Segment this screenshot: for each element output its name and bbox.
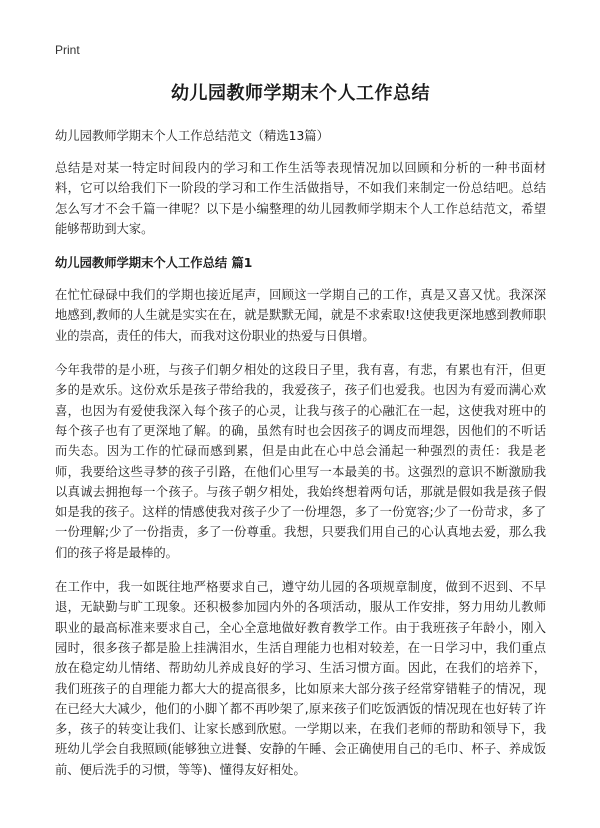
print-link[interactable]: Print xyxy=(55,43,80,57)
document-subtitle: 幼儿园教师学期末个人工作总结范文（精选13篇） xyxy=(55,129,329,143)
section-heading: 幼儿园教师学期末个人工作总结 篇1 xyxy=(55,256,253,271)
body-paragraph: 在工作中，我一如既往地严格要求自己，遵守幼儿园的各项规章制度，做到不迟到、不早退，无缺勤与旷工现象。还积极参加园内外的各项活动，服从工作安排，努力用幼儿教师职业的最高标准来要求自己，全心全意地做好教育教学工作。由于我班孩子年龄小，刚入园时，很多孩子都是脸上挂满泪水，生活自理能力也相对较差，在一日学习中，我们重点放在稳定幼儿情绪、帮助幼儿养成良好的学习、生活习惯方面。因此，在我们的培养下，我们班孩子的自理能力都大大的提高很多，比如原来大部分孩子经常穿错鞋子的情况，现在已经大大减少，他们的小脚丫都不再吵架了,原来孩子们吃饭洒饭的情况现在也好转了许多，孩子的转变让我们、让家长感到欣慰。一学期以来，在我们老师的帮助和领导下，我班幼儿学会自我照顾(能够独立进餐、安静的午睡、会正确使用自己的毛巾、杯子、养成饭前、便后洗手的习惯，等等)、懂得友好相处。 xyxy=(55,580,546,777)
page-title: 幼儿园教师学期末个人工作总结 xyxy=(171,83,430,104)
body-paragraph: 在忙忙碌碌中我们的学期也接近尾声，回顾这一学期自己的工作，真是又喜又忧。我深深地感到,教师的人生就是实实在在，就是默默无闻，就是不求索取!这使我更深地感到教师职业的崇高，责任的伟大，而我对这份职业的热爱与日俱增。 xyxy=(55,288,546,343)
body-paragraph: 今年我带的是小班，与孩子们朝夕相处的这段日子里，我有喜，有悲，有累也有汗，但更多的是欢乐。这份欢乐是孩子带给我的，我爱孩子，孩子们也爱我。也因为有爱而满心欢喜，也因为有爱使我深入每个孩子的心灵，让我与孩子的心融汇在一起，这使我对班中的每个孩子也有了更深地了解。的确，虽然有时也会因孩子的调皮而埋怨，因他们的不听话而失态。因为工作的忙碌而感到累，但是由此在心中总会涌起一种强烈的责任：我是老师，我要给这些寻梦的孩子引路，在他们心里写一本最美的书。这强烈的意识不断激励我以真诚去拥抱每一个孩子。与孩子朝夕相处，我始终想着两句话，那就是假如我是孩子假如是我的孩子。这样的情感使我对孩子少了一份埋怨，多了一份宽容;少了一份苛求，多了一份理解;少了一份指责，多了一份尊重。我想，只要我们用自己的心认真地去爱，那么我们的孩子将是最棒的。 xyxy=(55,363,546,560)
intro-paragraph: 总结是对某一特定时间段内的学习和工作生活等表现情况加以回顾和分析的一种书面材料，它可以给我们下一阶段的学习和工作生活做指导，不如我们来制定一份总结吧。总结怎么写才不会千篇一律呢？以下是小编整理的幼儿园教师学期末个人工作总结范文，希望能够帮助到大家。 xyxy=(55,161,546,236)
